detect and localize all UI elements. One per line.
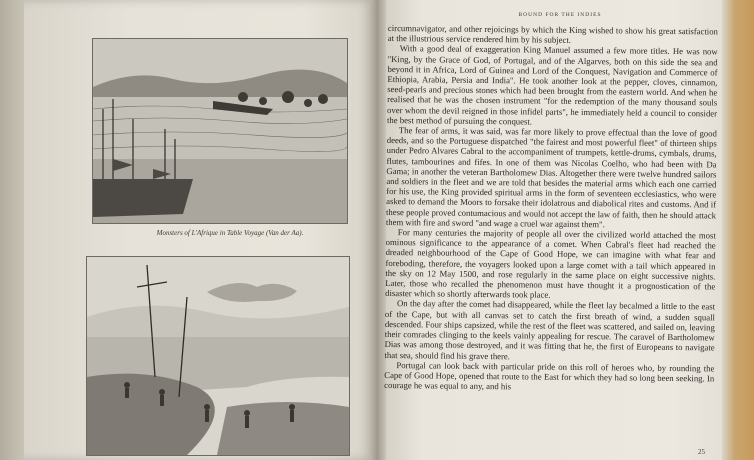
paragraph: The fear of arms, it was said, was far more likely to prove effectual than the love of good deeds, and so the Portuguese dispatched "the fairest and most powerful fleet" of thirteen ships under Pedro Alvares Cabral to the accompaniment of trumpets, kettle-drums, cymbals, drums, flutes, tambourines and fifes. In one of them was Nicolas Coelho, who had been with Da Gama; in another the veteran Bartholomew Dias. Altogether there were twelve hundred sailors and soldiers in the fleet and we are told that besides the material arms which each one carried for his use, the King provided spiritual arms in the form of seventeen ecclesiastics, who were asked to demand the Moors to forsake their idolatrous and diabolical rites and customs. And if these people proved contumacious and would not accept the law of faith, then he should attack them with fire and sword "and wage a cruel war against them".	[385, 125, 717, 230]
figure-caption: Monsters of L'Afrique in Table Voyage (Van der Aa).	[156, 229, 304, 237]
paragraph: circumnavigator, and other rejoicings by which the King wished to show his great satisfaction at the illustrious service rendered him by his subject.	[387, 23, 718, 46]
book-cover-edge	[722, 0, 754, 460]
running-head: BOUND FOR THE INDIES	[518, 12, 602, 18]
paragraph: With a good deal of exaggeration King Manuel assumed a few more titles. He was now "King, by the Grace of God, of Portugal, and of the Algarves, both on this side the sea and beyond it in Africa, Lord of Guinea and Lord of the Conquest, Navigation and Commerce of Ethiopia, Arabia, Persia and India". He took another look at the pepper, cloves, cinnamon, seed-pearls and precious stones which had been brought from the eastern world. And when he realised that he was the chosen instrument "for the redemption of the many thousand souls over whom the devil reigned in those infidel parts", he immediately held a council to consider the best method of pursuing the conquest.	[386, 43, 718, 127]
paragraph: Portugal can look back with particular pride on this roll of heroes who, by rounding the Cape of Good Hope, opened that route to the East for which they had so long been seeking. In courage he was equal to any, and his	[384, 359, 715, 392]
facing-page-edge	[0, 0, 24, 460]
paragraph: On the day after the comet had disappeared, while the fleet lay becalmed a little to the east of the Cape, but with all canvas set to catch the first breath of wind, a sudden squall descended. Four ships capsized, while the rest of the fleet was scattered, and sailed on, leaving their comrades clinging to the keels vainly appealing for rescue. The caravel of Bartholomew Dias was among those destroyed, and it was fitting that he, the first of Europeans to navigate that sea, should find his grave there.	[384, 298, 716, 361]
engraving-shore-scene	[87, 257, 349, 455]
bottom-engraving	[86, 256, 350, 456]
top-engraving	[92, 38, 348, 224]
body-text	[383, 23, 718, 460]
paragraph: For many centuries the majority of people all over the civilized world attached the most ominous significance to the appearance of a comet. When Cabral's fleet had reached the dreaded neighbourhood of the Cape of Good Hope, we can imagine with what fear and foreboding, therefore, the voyagers looked upon a large comet with a tail which appeared in the sky on 12 May 1500, and rose regularly in the same place on eight successive nights. Later, those who recalled the phenomenon must have thought it a prognostication of the disaster which so shortly afterwards took place.	[385, 227, 716, 300]
engraving-sea-scene	[93, 39, 347, 223]
page-number: 25	[698, 448, 705, 456]
